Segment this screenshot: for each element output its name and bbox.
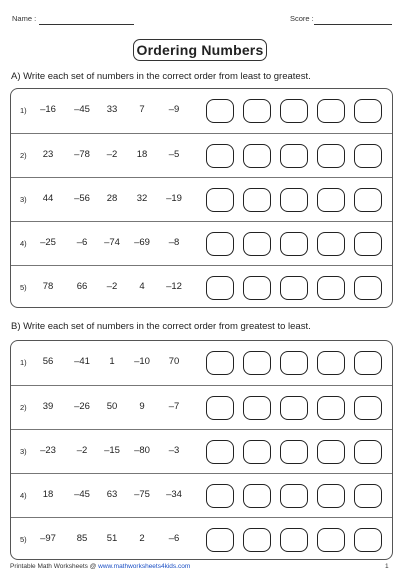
answer-box[interactable] <box>243 351 271 375</box>
given-number: –2 <box>106 149 118 160</box>
question-number: 5) <box>20 535 27 544</box>
answer-box[interactable] <box>206 484 234 508</box>
answer-box[interactable] <box>243 484 271 508</box>
given-number: 39 <box>42 401 54 412</box>
given-number: 32 <box>136 193 148 204</box>
given-number: 1 <box>109 356 115 367</box>
answer-box[interactable] <box>354 351 382 375</box>
given-number: –9 <box>168 104 180 115</box>
answer-box[interactable] <box>206 232 234 256</box>
answer-box[interactable] <box>280 99 308 123</box>
answer-box[interactable] <box>206 528 234 552</box>
answer-box[interactable] <box>243 232 271 256</box>
score-label: Score : <box>290 14 314 23</box>
answer-box[interactable] <box>317 144 345 168</box>
answer-box[interactable] <box>354 99 382 123</box>
given-number: –16 <box>40 104 56 115</box>
answer-box[interactable] <box>354 528 382 552</box>
given-number: –74 <box>104 237 120 248</box>
given-number: 33 <box>106 104 118 115</box>
given-number: –8 <box>168 237 180 248</box>
given-number: –15 <box>104 445 120 456</box>
given-number: –19 <box>166 193 182 204</box>
answer-box[interactable] <box>243 144 271 168</box>
given-number: 9 <box>139 401 145 412</box>
answer-box[interactable] <box>243 276 271 300</box>
answer-box[interactable] <box>317 528 345 552</box>
answer-box[interactable] <box>317 484 345 508</box>
given-number: –41 <box>74 356 90 367</box>
answer-box[interactable] <box>354 396 382 420</box>
answer-box[interactable] <box>280 528 308 552</box>
name-label: Name : <box>12 14 37 23</box>
given-number: 66 <box>76 281 88 292</box>
given-number: –6 <box>76 237 88 248</box>
question-row <box>11 133 392 177</box>
answer-box[interactable] <box>354 484 382 508</box>
answer-box[interactable] <box>280 144 308 168</box>
section-a-panel <box>10 88 393 308</box>
question-row <box>11 221 392 265</box>
question-row <box>11 385 392 429</box>
answer-box[interactable] <box>317 351 345 375</box>
answer-box[interactable] <box>206 440 234 464</box>
question-row <box>11 429 392 473</box>
question-row <box>11 517 392 561</box>
given-number: 18 <box>42 489 54 500</box>
question-number: 1) <box>20 106 27 115</box>
question-number: 1) <box>20 358 27 367</box>
answer-box[interactable] <box>243 396 271 420</box>
given-number: –10 <box>134 356 150 367</box>
question-number: 3) <box>20 447 27 456</box>
answer-box[interactable] <box>354 188 382 212</box>
answer-box[interactable] <box>354 276 382 300</box>
answer-box[interactable] <box>317 232 345 256</box>
answer-box[interactable] <box>317 396 345 420</box>
worksheet-title: Ordering Numbers <box>136 42 264 58</box>
given-number: –25 <box>40 237 56 248</box>
question-row <box>11 89 392 133</box>
section-b-instruction: B) Write each set of numbers in the correct order from greatest to least. <box>11 321 311 332</box>
given-number: –3 <box>168 445 180 456</box>
answer-box[interactable] <box>354 144 382 168</box>
answer-box[interactable] <box>317 99 345 123</box>
answer-box[interactable] <box>243 188 271 212</box>
question-row <box>11 473 392 517</box>
given-number: –12 <box>166 281 182 292</box>
given-number: –56 <box>74 193 90 204</box>
given-number: 4 <box>139 281 145 292</box>
given-number: 23 <box>42 149 54 160</box>
given-number: 56 <box>42 356 54 367</box>
given-number: –69 <box>134 237 150 248</box>
question-row <box>11 341 392 385</box>
answer-box[interactable] <box>280 188 308 212</box>
answer-box[interactable] <box>206 188 234 212</box>
worksheet-title-box <box>133 39 267 61</box>
page-number: 1 <box>385 563 389 570</box>
question-row <box>11 177 392 221</box>
given-number: 2 <box>139 533 145 544</box>
given-number: 7 <box>139 104 145 115</box>
given-number: –5 <box>168 149 180 160</box>
given-number: –23 <box>40 445 56 456</box>
name-field[interactable] <box>39 24 134 25</box>
answer-box[interactable] <box>243 99 271 123</box>
given-number: 63 <box>106 489 118 500</box>
answer-box[interactable] <box>280 276 308 300</box>
answer-box[interactable] <box>243 440 271 464</box>
answer-box[interactable] <box>354 232 382 256</box>
given-number: –97 <box>40 533 56 544</box>
given-number: –2 <box>76 445 88 456</box>
given-number: 51 <box>106 533 118 544</box>
question-number: 3) <box>20 195 27 204</box>
given-number: 78 <box>42 281 54 292</box>
given-number: 85 <box>76 533 88 544</box>
given-number: –26 <box>74 401 90 412</box>
question-number: 2) <box>20 151 27 160</box>
footer-prefix: Printable Math Worksheets @ <box>10 563 99 570</box>
given-number: 50 <box>106 401 118 412</box>
answer-box[interactable] <box>206 144 234 168</box>
answer-box[interactable] <box>243 528 271 552</box>
answer-box[interactable] <box>206 396 234 420</box>
given-number: –6 <box>168 533 180 544</box>
footer <box>10 563 190 570</box>
given-number: –80 <box>134 445 150 456</box>
answer-box[interactable] <box>317 440 345 464</box>
given-number: –45 <box>74 489 90 500</box>
footer-link[interactable]: www.mathworksheets4kids.com <box>98 563 191 570</box>
answer-box[interactable] <box>206 276 234 300</box>
question-number: 5) <box>20 283 27 292</box>
given-number: –7 <box>168 401 180 412</box>
question-number: 4) <box>20 239 27 248</box>
section-b-panel <box>10 340 393 560</box>
answer-box[interactable] <box>280 440 308 464</box>
answer-box[interactable] <box>280 484 308 508</box>
answer-box[interactable] <box>206 99 234 123</box>
answer-box[interactable] <box>280 351 308 375</box>
score-field[interactable] <box>314 24 392 25</box>
given-number: 44 <box>42 193 54 204</box>
given-number: –78 <box>74 149 90 160</box>
answer-box[interactable] <box>317 188 345 212</box>
question-number: 4) <box>20 491 27 500</box>
given-number: –34 <box>166 489 182 500</box>
given-number: 28 <box>106 193 118 204</box>
given-number: –45 <box>74 104 90 115</box>
answer-box[interactable] <box>317 276 345 300</box>
answer-box[interactable] <box>280 232 308 256</box>
given-number: 18 <box>136 149 148 160</box>
given-number: –2 <box>106 281 118 292</box>
section-a-instruction: A) Write each set of numbers in the correct order from least to greatest. <box>11 71 311 82</box>
answer-box[interactable] <box>280 396 308 420</box>
question-row <box>11 265 392 309</box>
answer-box[interactable] <box>354 440 382 464</box>
answer-box[interactable] <box>206 351 234 375</box>
given-number: 70 <box>168 356 180 367</box>
question-number: 2) <box>20 403 27 412</box>
given-number: –75 <box>134 489 150 500</box>
